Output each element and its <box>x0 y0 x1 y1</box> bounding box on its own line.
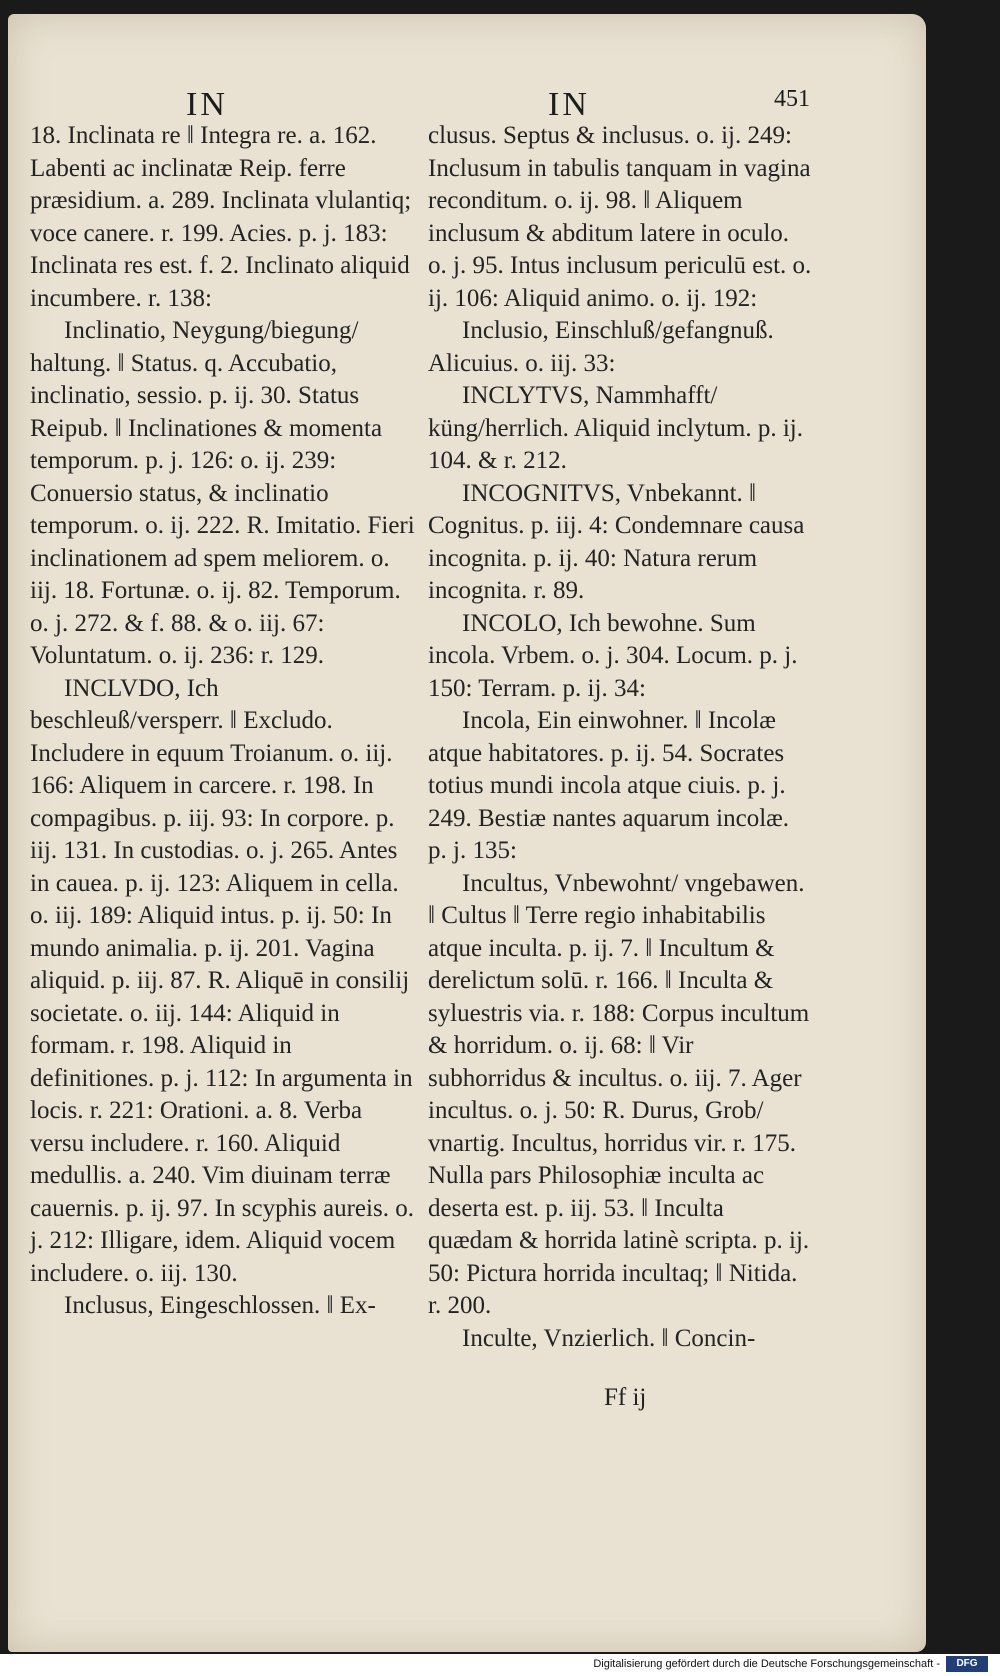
dictionary-entry: INCOLO, Ich bewohne. Sum incola. Vrbem. o. j. 304. Locum. p. j. 150: Terram. p. ij. 34: <box>428 609 798 702</box>
signature-mark: Ff ij <box>604 1384 647 1411</box>
running-head-left: IN <box>186 86 228 123</box>
footer-credit: Digitalisierung gefördert durch die Deutsche Forschungsgemeinschaft - <box>593 1658 940 1670</box>
dictionary-entry: INCLYTVS, Nammhafft/ küng/herrlich. Aliquid inclytum. p. ij. 104. & r. 212. <box>428 382 803 474</box>
dictionary-entry: 18. Inclinata re ‖ Integra re. a. 162. Labenti ac inclinatæ Reip. ferre præsidium. a. 289. Inclinata vlulantiq; voce canere. r. 199. Acies. p. j. 183: Inclinata res est. f. 2. Inclinato aliquid incumbere. r. 138: <box>30 122 412 312</box>
dictionary-entry: Inclusio, Einschluß/gefangnuß. Alicuius. o. iij. 33: <box>428 317 774 377</box>
right-column <box>428 120 813 1355</box>
dictionary-entry: Incola, Ein einwohner. ‖ Incolæ atque habitatores. p. ij. 54. Socrates totius mundi incola atque ciuis. p. j. 249. Bestiæ nantes aquarum incolæ. p. j. 135: <box>428 707 790 864</box>
dfg-logo: DFG <box>946 1656 988 1672</box>
running-head-right: IN <box>548 86 590 123</box>
dictionary-entry: INCOGNITVS, Vnbekannt. ‖ Cognitus. p. iij. 4: Condemnare causa incognita. p. ij. 40: Natura rerum incognita. r. 89. <box>428 479 805 604</box>
dictionary-entry: INCLVDO, Ich beschleuß/versperr. ‖ Excludo. Includere in equum Troianum. o. iij. 166: Aliquem in carcere. r. 198. In compagibus. p. iij. 93: In corpore. p. iij. 131. In custodias. o. j. 265. Antes in cauea. p. ij. 123: Aliquem in cella. o. iij. 189: Aliquid intus. p. ij. 50: In mundo animalia. p. ij. 201. Vagina aliquid. p. iij. 87. R. Aliquē in consilij societate. o. iij. 144: Aliquid in formam. r. 198. Aliquid in definitiones. p. j. 112: In argumenta in locis. r. 221: Orationi. a. 8. Verba versu includere. r. 160. Aliquid medullis. a. 240. Vim diuinam terræ cauernis. p. ij. 97. In scyphis aureis. o. j. 212: Illigare, idem. Aliquid vocem includere. o. iij. 130. <box>30 674 414 1287</box>
dictionary-entry: Inclinatio, Neygung/biegung/ haltung. ‖ Status. q. Accubatio, inclinatio, sessio. p. ij. 30. Status Reipub. ‖ Inclinationes & momenta temporum. p. j. 126: o. ij. 239: Conuersio status, & inclinatio temporum. o. ij. 222. R. Imitatio. Fieri inclinationem ad spem meliorem. o. iij. 18. Fortunæ. o. ij. 82. Temporum. o. j. 272. & f. 88. & o. iij. 67: Voluntatum. o. ij. 236: r. 129. <box>30 317 415 669</box>
left-column <box>30 120 415 1323</box>
dictionary-entry: clusus. Septus & inclusus. o. ij. 249: Inclusum in tabulis tanquam in vagina reconditum. o. ij. 98. ‖ Aliquem inclusum & abditum latere in oculo. o. j. 95. Intus inclusum periculū est. o. ij. 106: Aliquid animo. o. ij. 192: <box>428 122 812 312</box>
dictionary-entry: Inclusus, Eingeschlossen. ‖ Ex- <box>64 1292 376 1319</box>
page-number: 451 <box>774 86 810 112</box>
dictionary-entry: Incultus, Vnbewohnt/ vngebawen. ‖ Cultus ‖ Terre regio inhabitabilis atque inculta. p. ij. 7. ‖ Incultum & derelictum solū. r. 166. ‖ Inculta & syluestris via. r. 188: Corpus incultum & horridum. o. ij. 68: ‖ Vir subhorridus & incultus. o. iij. 7. Ager incultus. o. j. 50: R. Durus, Grob/ vnartig. Incultus, horridus vir. r. 175. Nulla pars Philosophiæ inculta ac deserta est. p. iij. 53. ‖ Inculta quædam & horrida latinè scripta. p. ij. 50: Pictura horrida incultaq; ‖ Nitida. r. 200. <box>428 869 810 1319</box>
dictionary-entry: Inculte, Vnzierlich. ‖ Concin- <box>462 1324 756 1352</box>
